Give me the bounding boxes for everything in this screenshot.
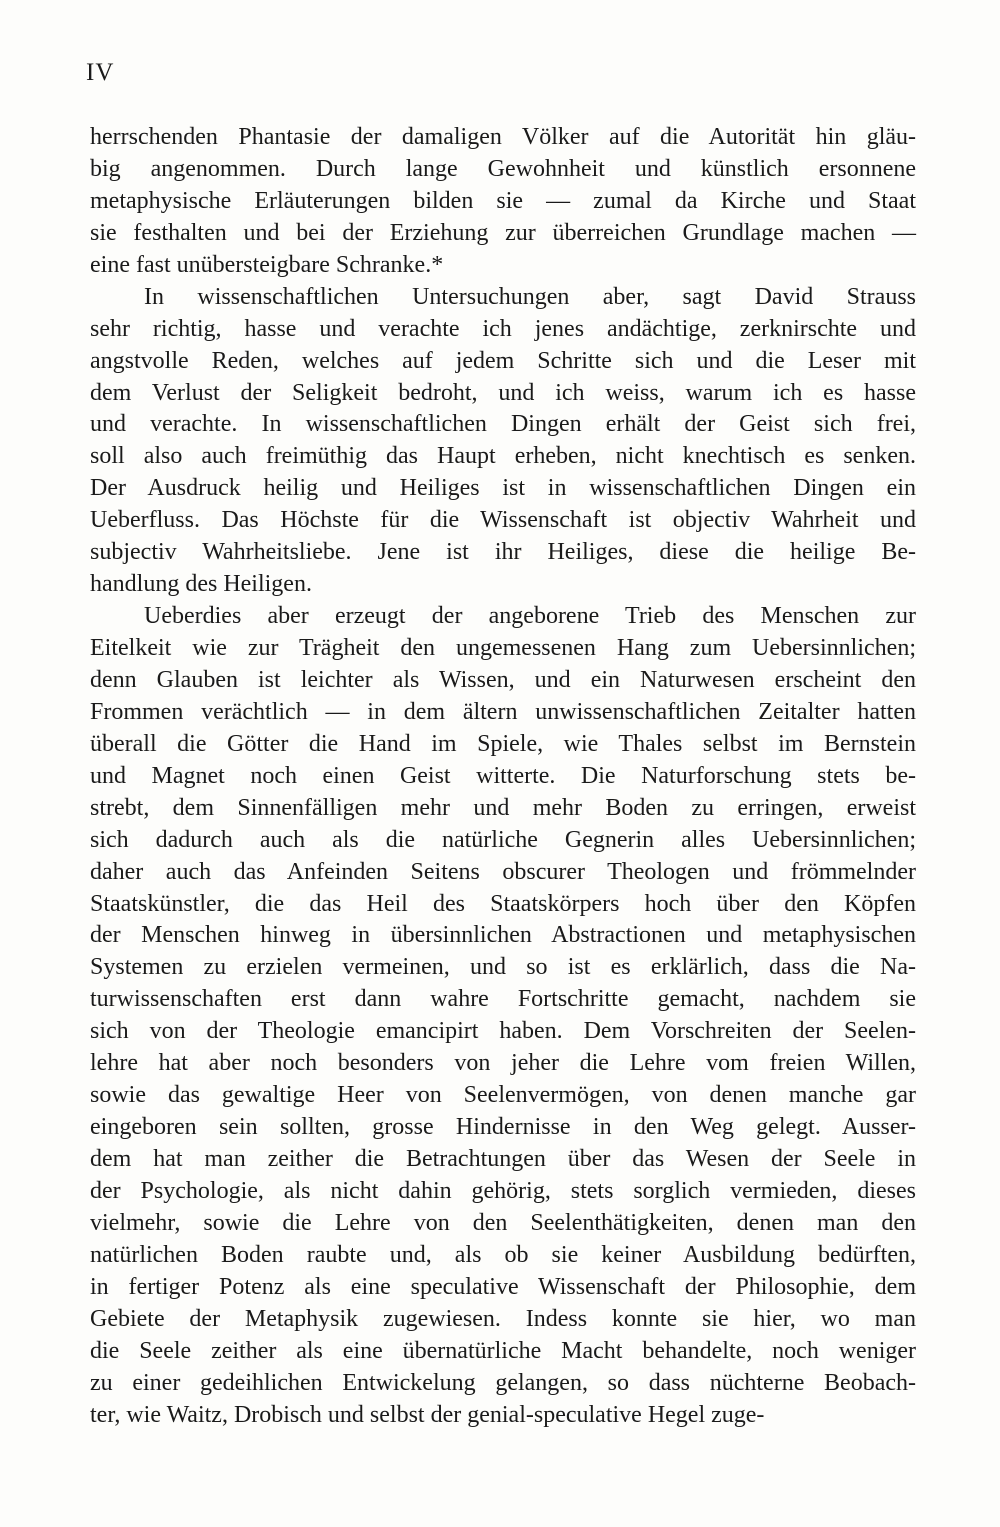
text-line: herrschenden Phantasie der damaligen Völker auf die Autorität hin gläu- [90,124,916,150]
text-line: sehr richtig, hasse und verachte ich jenes andächtige, zerknirschte und [90,315,916,342]
paragraph [90,282,916,601]
text-line: überall die Götter die Hand im Spiele, wie Thales selbst im Bernstein [90,730,916,757]
text-line: ter, wie Waitz, Drobisch und selbst der genial-speculative Hegel zuge- [90,1401,765,1428]
text-line: lehre hat aber noch besonders von jeher die Lehre vom freien Willen, [90,1050,916,1077]
text-line: big angenommen. Durch lange Gewohnheit und künstlich ersonnene [90,155,916,182]
paragraph [90,601,916,1431]
text-line: angstvolle Reden, welches auf jedem Schritte sich und die Leser mit [90,347,916,374]
body-text [90,122,916,1431]
text-line: Frommen verächtlich — in dem ältern unwissenschaftlichen Zeitalter hatten [90,698,916,725]
text-line: turwissenschaften erst dann wahre Fortschritte gemacht, nachdem sie [90,986,916,1013]
text-line: subjectiv Wahrheitsliebe. Jene ist ihr Heiliges, diese die heilige Be- [90,539,916,566]
text-line: eine fast unübersteigbare Schranke.* [90,251,444,278]
text-line: sich dadurch auch als die natürliche Gegnerin alles Uebersinnlichen; [90,826,916,853]
text-line: denn Glauben ist leichter als Wissen, und ein Naturwesen erscheint den [90,666,916,693]
text-line: Gebiete der Metaphysik zugewiesen. Indess konnte sie hier, wo man [90,1305,916,1332]
text-line: und Magnet noch einen Geist witterte. Die Naturforschung stets be- [90,762,916,789]
text-line: zu einer gedeihlichen Entwickelung gelangen, so dass nüchterne Beobach- [90,1369,916,1396]
text-line: und verachte. In wissenschaftlichen Dingen erhält der Geist sich frei, [90,411,916,438]
text-line: Eitelkeit wie zur Trägheit den ungemessenen Hang zum Uebersinnlichen; [90,635,916,661]
text-line: dem Verlust der Seligkeit bedroht, und ich weiss, warum ich es hasse [90,379,916,406]
text-line: In wissenschaftlichen Untersuchungen aber, sagt David Strauss [144,283,916,310]
text-line: eingeboren sein sollten, grosse Hindernisse in den Weg gelegt. Ausser- [90,1114,916,1141]
text-line: der Menschen hinweg in übersinnlichen Abstractionen und metaphysischen [90,922,916,949]
text-line: sowie das gewaltige Heer von Seelenvermögen, von denen manche gar [90,1082,916,1109]
text-line: sich von der Theologie emancipirt haben. Dem Vorschreiten der Seelen- [90,1018,916,1045]
text-line: dem hat man zeither die Betrachtungen über das Wesen der Seele in [90,1146,916,1172]
paragraph [90,122,916,282]
text-line: metaphysische Erläuterungen bilden sie — zumal da Kirche und Staat [90,187,916,214]
text-line: Ueberdies aber erzeugt der angeborene Trieb des Menschen zur [144,603,916,630]
text-line: strebt, dem Sinnenfälligen mehr und mehr Boden zu erringen, erweist [90,794,916,821]
text-line: Systemen zu erzielen vermeinen, und so ist es erklärlich, dass die Na- [90,954,916,981]
text-line: in fertiger Potenz als eine speculative Wissenschaft der Philosophie, dem [90,1273,916,1300]
page-number: IV [86,59,115,86]
text-line: natürlichen Boden raubte und, als ob sie keiner Ausbildung bedürften, [90,1241,916,1268]
text-line: die Seele zeither als eine übernatürliche Macht behandelte, noch weniger [90,1337,916,1364]
text-line: der Psychologie, als nicht dahin gehörig, stets sorglich vermieden, dieses [90,1177,916,1204]
text-line: sie festhalten und bei der Erziehung zur überreichen Grundlage machen — [90,219,916,246]
text-line: soll also auch freimüthig das Haupt erheben, nicht knechtisch es senken. [90,443,916,470]
text-line: handlung des Heiligen. [90,571,312,598]
text-line: Staatskünstler, die das Heil des Staatskörpers hoch über den Köpfen [90,890,916,917]
text-line: daher auch das Anfeinden Seitens obscurer Theologen und frömmelnder [90,858,916,885]
text-line: Ueberfluss. Das Höchste für die Wissenschaft ist objectiv Wahrheit und [90,507,916,534]
text-line: Der Ausdruck heilig und Heiliges ist in wissenschaftlichen Dingen ein [90,475,916,502]
text-line: vielmehr, sowie die Lehre von den Seelenthätigkeiten, denen man den [90,1209,916,1236]
